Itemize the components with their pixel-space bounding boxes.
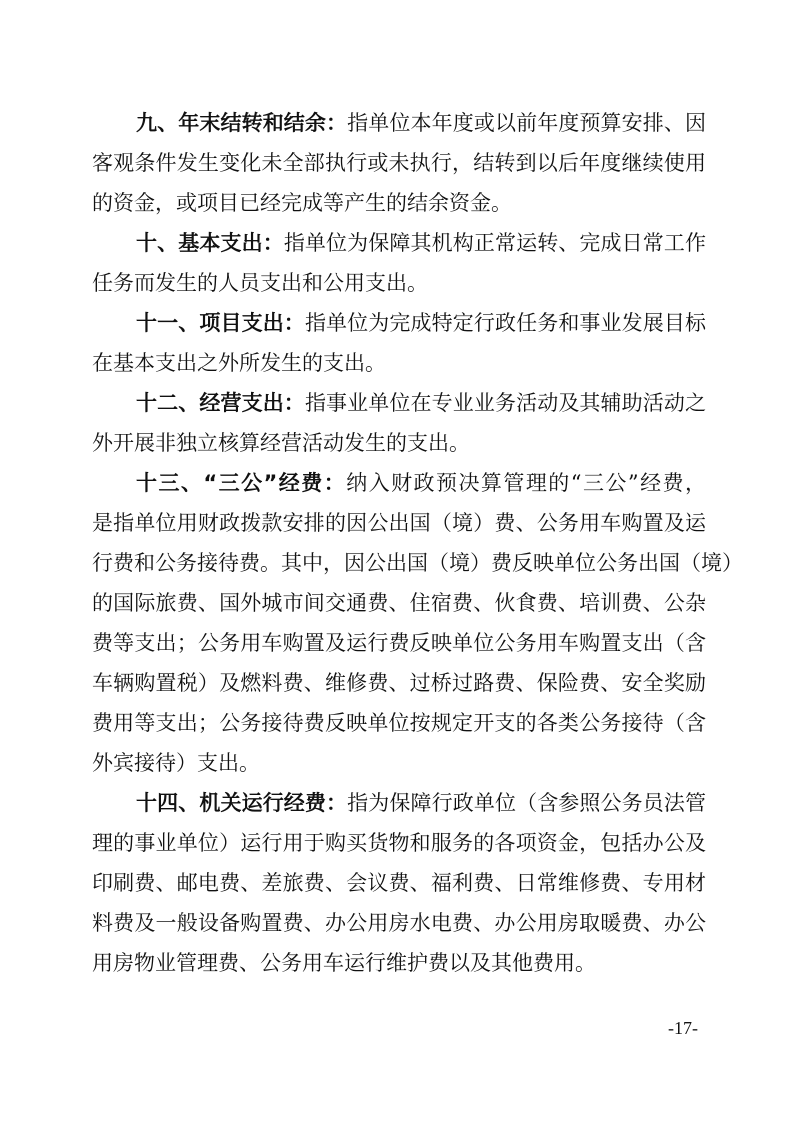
- text-line: [92, 223, 706, 263]
- line-text: 指事业单位在专业业务活动及其辅助活动之: [304, 391, 707, 415]
- line-text: 外开展非独立核算经营活动发生的支出。: [92, 431, 470, 455]
- line-text: 理的事业单位）运行用于购买货物和服务的各项资金，包括办公及: [92, 831, 706, 855]
- text-line: [92, 703, 706, 743]
- text-line: [92, 343, 706, 383]
- line-text: 任务而发生的人员支出和公用支出。: [92, 271, 428, 295]
- text-line: [92, 463, 706, 503]
- section-heading: 十一、项目支出：: [136, 311, 305, 335]
- line-text: 费用等支出；公务接待费反映单位按规定开支的各类公务接待（含: [92, 711, 706, 735]
- text-line: [92, 743, 706, 783]
- text-line: [92, 303, 706, 343]
- text-line: [92, 383, 706, 423]
- text-line: [92, 183, 706, 223]
- line-text: 外宾接待）支出。: [92, 751, 260, 775]
- line-text: 印刷费、邮电费、差旅费、会议费、福利费、日常维修费、专用材: [92, 871, 706, 895]
- line-text: 的资金，或项目已经完成等产生的结余资金。: [92, 191, 512, 215]
- line-text: 车辆购置税）及燃料费、维修费、过桥过路费、保险费、安全奖励: [92, 671, 706, 695]
- paragraph: [92, 463, 743, 783]
- text-line: [92, 583, 706, 623]
- text-line: [92, 823, 706, 863]
- line-text: 行费和公务接待费。其中，因公出国（境）费反映单位公务出国（境）: [92, 551, 743, 575]
- paragraph: [92, 103, 706, 223]
- line-text: 费等支出；公务用车购置及运行费反映单位公务用车购置支出（含: [92, 631, 706, 655]
- section-heading: 九、年末结转和结余：: [136, 111, 348, 135]
- line-text: 料费及一般设备购置费、办公用房水电费、办公用房取暖费、办公: [92, 911, 706, 935]
- text-line: [92, 423, 706, 463]
- section-heading: 十、基本支出：: [136, 231, 284, 255]
- text-line: [92, 103, 706, 143]
- line-text: 是指单位用财政拨款安排的因公出国（境）费、公务用车购置及运: [92, 511, 706, 535]
- paragraph: [92, 223, 706, 303]
- line-text: 指为保障行政单位（含参照公务员法管: [347, 791, 707, 815]
- text-line: [92, 863, 706, 903]
- line-text: 在基本支出之外所发生的支出。: [92, 351, 386, 375]
- text-line: [92, 783, 706, 823]
- text-line: [92, 623, 706, 663]
- section-heading: 十四、机关运行经费：: [136, 791, 348, 815]
- line-text: 指单位本年度或以前年度预算安排、因: [347, 111, 707, 135]
- paragraph: [92, 303, 706, 383]
- text-line: [92, 503, 706, 543]
- section-heading: 十三、“三公”经费：: [136, 471, 347, 495]
- paragraph: [92, 783, 706, 983]
- line-text: 指单位为保障其机构正常运转、完成日常工作: [283, 231, 707, 255]
- text-line: [92, 943, 706, 983]
- text-line: [92, 143, 706, 183]
- text-line: [92, 543, 743, 583]
- text-line: [92, 263, 706, 303]
- line-text: 纳入财政预决算管理的“三公”经费，: [346, 471, 706, 495]
- page-number: -17-: [668, 1018, 698, 1038]
- section-heading: 十二、经营支出：: [136, 391, 305, 415]
- line-text: 的国际旅费、国外城市间交通费、住宿费、伙食费、培训费、公杂: [92, 591, 706, 615]
- line-text: 客观条件发生变化未全部执行或未执行，结转到以后年度继续使用: [92, 151, 706, 175]
- line-text: 用房物业管理费、公务用车运行维护费以及其他费用。: [92, 951, 596, 975]
- text-line: [92, 903, 706, 943]
- document-body: [92, 103, 743, 983]
- paragraph: [92, 383, 706, 463]
- line-text: 指单位为完成特定行政任务和事业发展目标: [304, 311, 707, 335]
- text-line: [92, 663, 706, 703]
